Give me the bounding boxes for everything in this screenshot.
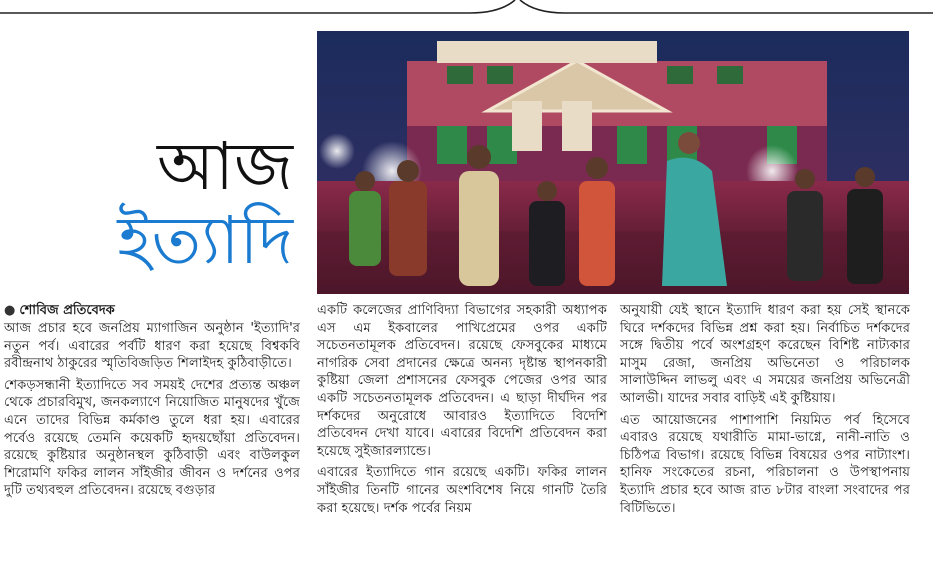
page-top-border	[0, 0, 933, 16]
paragraph: একটি কলেজের প্রাণিবিদ্যা বিভাগের সহকারী অধ্যাপক এস এম ইকবালের পাখিপ্রেমের ওপর একটি সচেতনতামূলক প্রতিবেদন। রয়েছে ফেসবুকের মাধ্যমে নাগরিক সেবা প্রদানের ক্ষেত্রে অনন্য দৃষ্টান্ত স্থাপনকারী কুষ্টিয়া জেলা প্রশাসনের ফেসবুক পেজের ওপর আর একটি সচেতনতামূলক প্রতিবেদন। এ ছাড়া দীর্ঘদিন পর দর্শকদের অনুরোধে আবারও ইত্যাদিতে বিদেশি প্রতিবেদন দেখা যাবে। এবারের বিদেশি প্রতিবেদন করা হয়েছে সুইজারল্যান্ডে।	[317, 303, 607, 459]
article-column-2	[317, 302, 607, 521]
byline-text: শোবিজ প্রতিবেদক	[19, 303, 115, 318]
paragraph: আজ প্রচার হবে জনপ্রিয় ম্যাগাজিন অনুষ্ঠান 'ইত্যাদি'র নতুন পর্ব। এবারের পর্বটি ধারণ করা হয়েছে বিশ্বকবি রবীন্দ্রনাথ ঠাকুরের স্মৃতিবিজড়িত শিলাইদহ কুঠিবাড়ীতে।	[4, 321, 300, 372]
paragraph: অনুযায়ী যেই স্থানে ইত্যাদি ধারণ করা হয় সেই স্থানকে ঘিরে দর্শকদের বিভিন্ন প্রশ্ন করা হয়। নির্বাচিত দর্শকদের সঙ্গে দ্বিতীয় পর্বে অংশগ্রহণ করেছেন বিশিষ্ট নাট্যকার মাসুম রেজা, জনপ্রিয় অভিনেতা ও পরিচালক সালাউদ্দিন লাভলু এবং এ সময়ের জনপ্রিয় অভিনেত্রী আলভী। যাদের সবার বাড়িই এই কুষ্টিয়ায়।	[620, 303, 910, 406]
paragraph: শেকড়সন্ধানী ইত্যাদিতে সব সময়ই দেশের প্রত্যন্ত অঞ্চল থেকে প্রচারবিমুখ, জনকল্যাণে নিয়োজিত মানুষদের খুঁজে এনে তাদের বিভিন্ন কর্মকাণ্ড তুলে ধরা হয়। এবারের পর্বেও রয়েছে তেমনি কয়েকটি হৃদয়ছোঁয়া প্রতিবেদন। রয়েছে কুষ্টিয়ার অনুষ্ঠানস্থল কুঠিবাড়ী এবং বাউলকুল শিরোমণি ফকির লালন সাঁইজীর জীবন ও দর্শনের ওপর দুটি তথ্যবহুল প্রতিবেদন। রয়েছে বগুড়ার	[4, 377, 300, 499]
headline-line2: ইত্যাদি	[117, 202, 293, 279]
article-photo	[317, 31, 909, 294]
article-column-3	[620, 302, 910, 521]
paragraph: এবারের ইত্যাদিতে গান রয়েছে একটি। ফকির লালন সাঁইজীর তিনটি গানের অংশবিশেষ নিয়ে গানটি তৈরি করা হয়েছে। দর্শক পর্বের নিয়ম	[317, 465, 607, 516]
bullet-icon: ●	[4, 303, 16, 318]
headline-line1: আজ	[156, 128, 293, 205]
paragraph: এত আয়োজনের পাশাপাশি নিয়মিত পর্ব হিসেবে এবারও রয়েছে যথারীতি মামা-ভাগ্নে, নানী-নাতি ও চিঠিপত্র বিভাগ। রয়েছে বিভিন্ন বিষয়ের ওপর নাট্যাংশ। হানিফ সংকেতের রচনা, পরিচালনা ও উপস্থাপনায় ইত্যাদি প্রচার হবে আজ রাত ৮টার বাংলা সংবাদের পর বিটিভিতে।	[620, 412, 910, 516]
byline	[4, 302, 300, 320]
article-column-1	[4, 320, 300, 504]
